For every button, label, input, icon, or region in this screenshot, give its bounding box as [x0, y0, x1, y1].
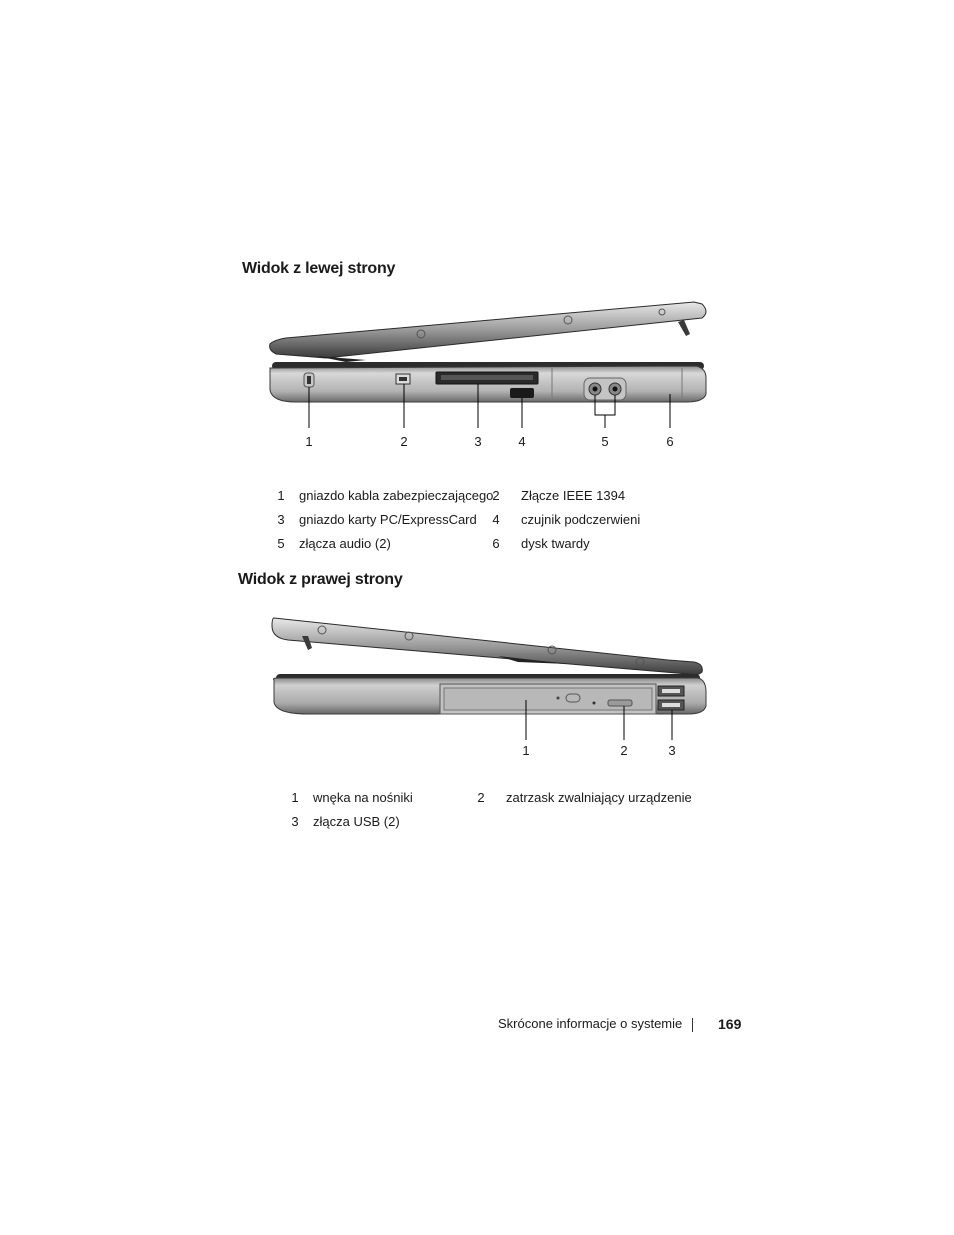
page-footer [0, 1016, 954, 1036]
footer-section-title: Skrócone informacje o systemie [498, 1016, 683, 1031]
right-callout-1: 1 [522, 743, 530, 758]
left-callout-2: 2 [400, 434, 408, 449]
right-view-legend: 1 wnęka na nośniki 2 zatrzask zwalniający urządzenie 3 złącza USB (2) [291, 790, 692, 829]
left-callout-4: 4 [518, 434, 526, 449]
left-callout-3: 3 [474, 434, 482, 449]
right-view-title: Widok z prawej strony [238, 571, 403, 588]
right-callout-2: 2 [620, 743, 628, 758]
left-view-legend: 1 gniazdo kabla zabezpieczającego 2 Złącze IEEE 1394 3 gniazdo karty PC/ExpressCard 4 czujnik podczerwieni 5 złącza audio (2) 6 dysk twardy [277, 488, 641, 551]
footer-divider [692, 1018, 693, 1032]
left-callout-6: 6 [666, 434, 674, 449]
left-view-title: Widok z lewej strony [242, 260, 396, 277]
right-callout-3: 3 [668, 743, 676, 758]
laptop-left-side-illustration [266, 298, 710, 432]
left-callout-5: 5 [601, 434, 609, 449]
laptop-right-side-illustration [268, 612, 708, 744]
page-number: 169 [718, 1016, 742, 1032]
left-callout-1: 1 [305, 434, 313, 449]
